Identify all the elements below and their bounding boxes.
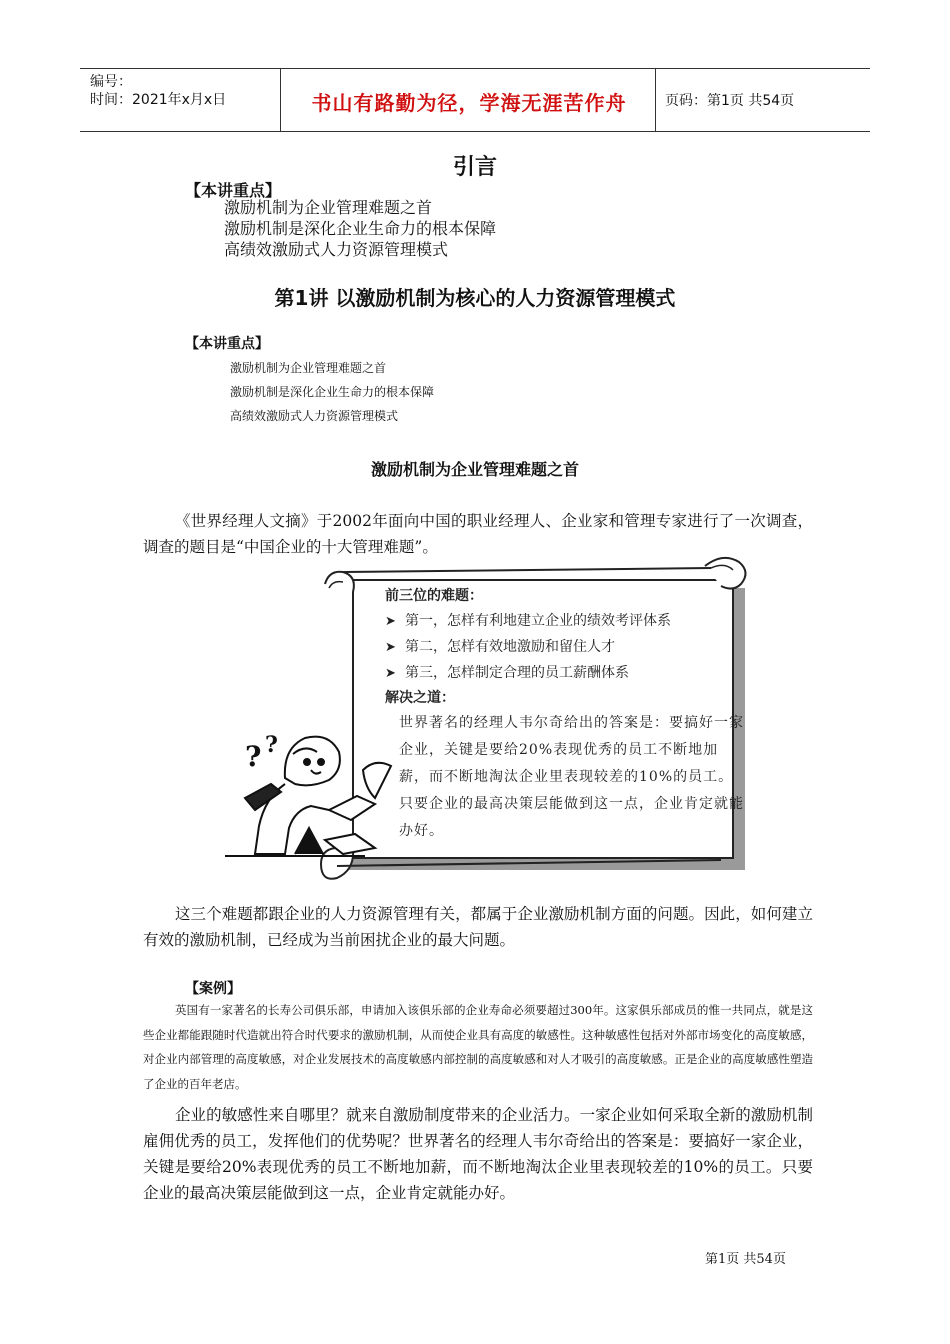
- section-title: 激励机制为企业管理难题之首: [370, 460, 579, 479]
- footer-page-number: 第1页 共54页: [705, 1252, 786, 1267]
- list-item: 高绩效激励式人力资源管理模式: [224, 240, 449, 259]
- scroll-item-text: 第二，怎样有效地激励和留住人才: [405, 639, 615, 655]
- svg-text:?: ?: [265, 732, 278, 758]
- list-item: 激励机制是深化企业生命力的根本保障: [230, 385, 435, 399]
- intro-title: 引言: [452, 155, 497, 180]
- list-item: 激励机制为企业管理难题之首: [230, 361, 387, 375]
- scroll-solution-text: 世界著名的经理人韦尔奇给出的答案是：要搞好一家企业，关键是要给20%表现优秀的员工不断地加薪，而不断地淘汰企业里表现较差的10%的员工。只要企业的最高决策层能做到这一点，企业肯定就能办好。: [399, 715, 744, 839]
- list-item: 激励机制是深化企业生命力的根本保障: [224, 219, 497, 238]
- lecture-key-points: [230, 356, 434, 428]
- page-header: [80, 68, 870, 132]
- scroll-content: [385, 584, 745, 845]
- case-text: 英国有一家著名的长寿公司俱乐部，申请加入该俱乐部的企业寿命必须要超过300年。这家俱乐部成员的惟一共同点，就是这些企业都能跟随时代造就出符合时代要求的激励机制，从而使企业具有高度的敏感性。这种敏感性包括对外部市场变化的高度敏感，对企业内部管理的高度敏感，对企业发展技术的高度敏感内部控制的高度敏感和对人才吸引的高度敏感。正是企业的高度敏感性塑造了企业的百年老店。: [143, 1003, 813, 1091]
- list-item: 激励机制为企业管理难题之首: [224, 198, 433, 217]
- arrow-right-icon: ➤: [385, 614, 396, 629]
- scroll-solution-heading: 解决之道：: [385, 690, 455, 706]
- scroll-item-text: 第三，怎样制定合理的员工薪酬体系: [405, 665, 629, 681]
- list-item: 高绩效激励式人力资源管理模式: [230, 409, 399, 423]
- header-divider: [280, 69, 281, 131]
- svg-text:?: ?: [245, 740, 262, 773]
- paragraph-conclusion: 企业的敏感性来自哪里？就来自激励制度带来的企业活力。一家企业如何采取全新的激励机制雇佣优秀的员工，发挥他们的优势呢？世界著名的经理人韦尔奇给出的答案是：要搞好一家企业，关键是要给20%表现优秀的员工不断地加薪，而不断地淘汰企业里表现较差的10%的员工。只要企业的最高决策层能做到这一点，企业肯定就能办好。: [143, 1106, 813, 1202]
- intro-key-points: [224, 197, 496, 260]
- list-item: [385, 634, 745, 660]
- lecture-title: 第1讲 以激励机制为核心的人力资源管理模式: [274, 286, 676, 310]
- intro-key-points-label: 【本讲重点】: [185, 181, 282, 200]
- list-item: [385, 608, 745, 634]
- arrow-right-icon: ➤: [385, 666, 396, 681]
- header-motto: 书山有路勤为径，学海无涯苦作舟: [311, 91, 627, 115]
- header-meta: [90, 73, 226, 109]
- paragraph-survey: 《世界经理人文摘》于2002年面向中国的职业经理人、企业家和管理专家进行了一次调查，调查的题目是“中国企业的十大管理难题”。: [143, 512, 813, 556]
- header-number: 编号：: [90, 74, 132, 90]
- list-item: [385, 660, 745, 686]
- paragraph-analysis: 这三个难题都跟企业的人力资源管理有关，都属于企业激励机制方面的问题。因此，如何建立有效的激励机制，已经成为当前困扰企业的最大问题。: [143, 905, 813, 949]
- scroll-item-text: 第一，怎样有利地建立企业的绩效考评体系: [405, 613, 671, 629]
- case-label: 【案例】: [185, 981, 241, 997]
- header-time: 时间：2021年x月x日: [90, 92, 227, 108]
- question-mark-icon: [245, 732, 278, 773]
- arrow-right-icon: ➤: [385, 640, 396, 655]
- header-page-number: 页码：第1页 共54页: [665, 93, 795, 109]
- header-divider: [655, 69, 656, 131]
- scroll-top3-heading: 前三位的难题：: [385, 588, 483, 604]
- lecture-key-points-label: 【本讲重点】: [185, 336, 269, 352]
